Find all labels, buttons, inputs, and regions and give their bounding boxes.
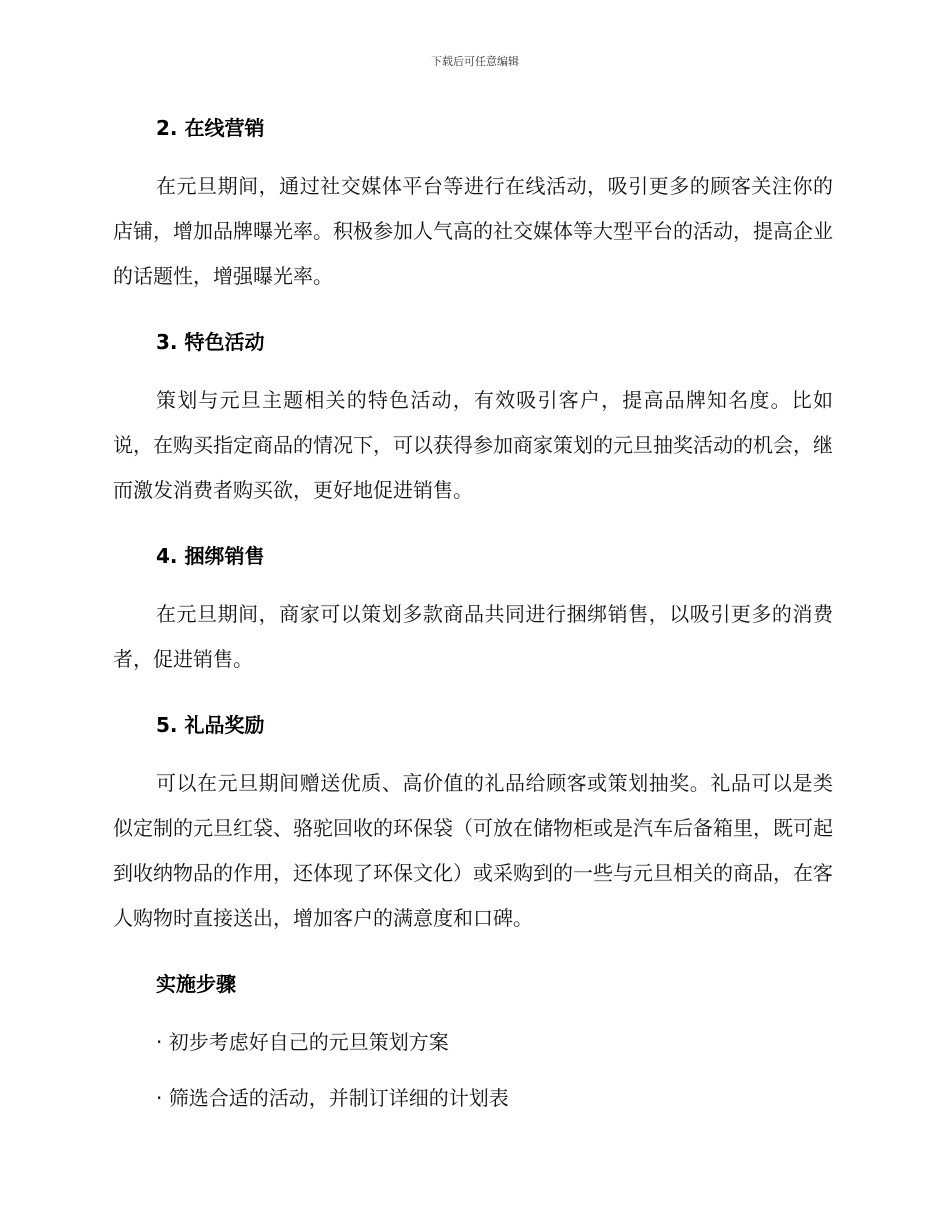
- section-paragraph-online-marketing: 在元旦期间，通过社交媒体平台等进行在线活动，吸引更多的顾客关注你的店铺，增加品牌曝光率。积极参加人气高的社交媒体等大型平台的活动，提高企业的话题性，增强曝光率。: [113, 174, 833, 288]
- section-heading-online-marketing: 2. 在线营销: [156, 116, 265, 140]
- section-heading-bundle-sales: 4. 捆绑销售: [156, 544, 265, 568]
- section-paragraph-bundle-sales: 在元旦期间，商家可以策划多款商品共同进行捆绑销售，以吸引更多的消费者，促进销售。: [113, 602, 833, 671]
- page-header-note: 下载后可任意编辑: [431, 55, 519, 68]
- steps-heading: 实施步骤: [156, 972, 236, 996]
- step-item: · 筛选合适的活动，并制订详细的计划表: [156, 1086, 509, 1110]
- section-paragraph-special-activities: 策划与元旦主题相关的特色活动，有效吸引客户，提高品牌知名度。比如说，在购买指定商品的情况下，可以获得参加商家策划的元旦抽奖活动的机会，继而激发消费者购买欲，更好地促进销售。: [113, 388, 833, 502]
- document-body: [113, 112, 833, 1114]
- section-heading-special-activities: 3. 特色活动: [156, 330, 265, 354]
- section-paragraph-gift-rewards: 可以在元旦期间赠送优质、高价值的礼品给顾客或策划抽奖。礼品可以是类似定制的元旦红袋、骆驼回收的环保袋（可放在储物柜或是汽车后备箱里，既可起到收纳物品的作用，还体现了环保文化）或采购到的一些与元旦相关的商品，在客人购物时直接送出，增加客户的满意度和口碑。: [113, 771, 833, 930]
- step-item: · 初步考虑好自己的元旦策划方案: [156, 1030, 449, 1054]
- section-heading-gift-rewards: 5. 礼品奖励: [156, 713, 265, 737]
